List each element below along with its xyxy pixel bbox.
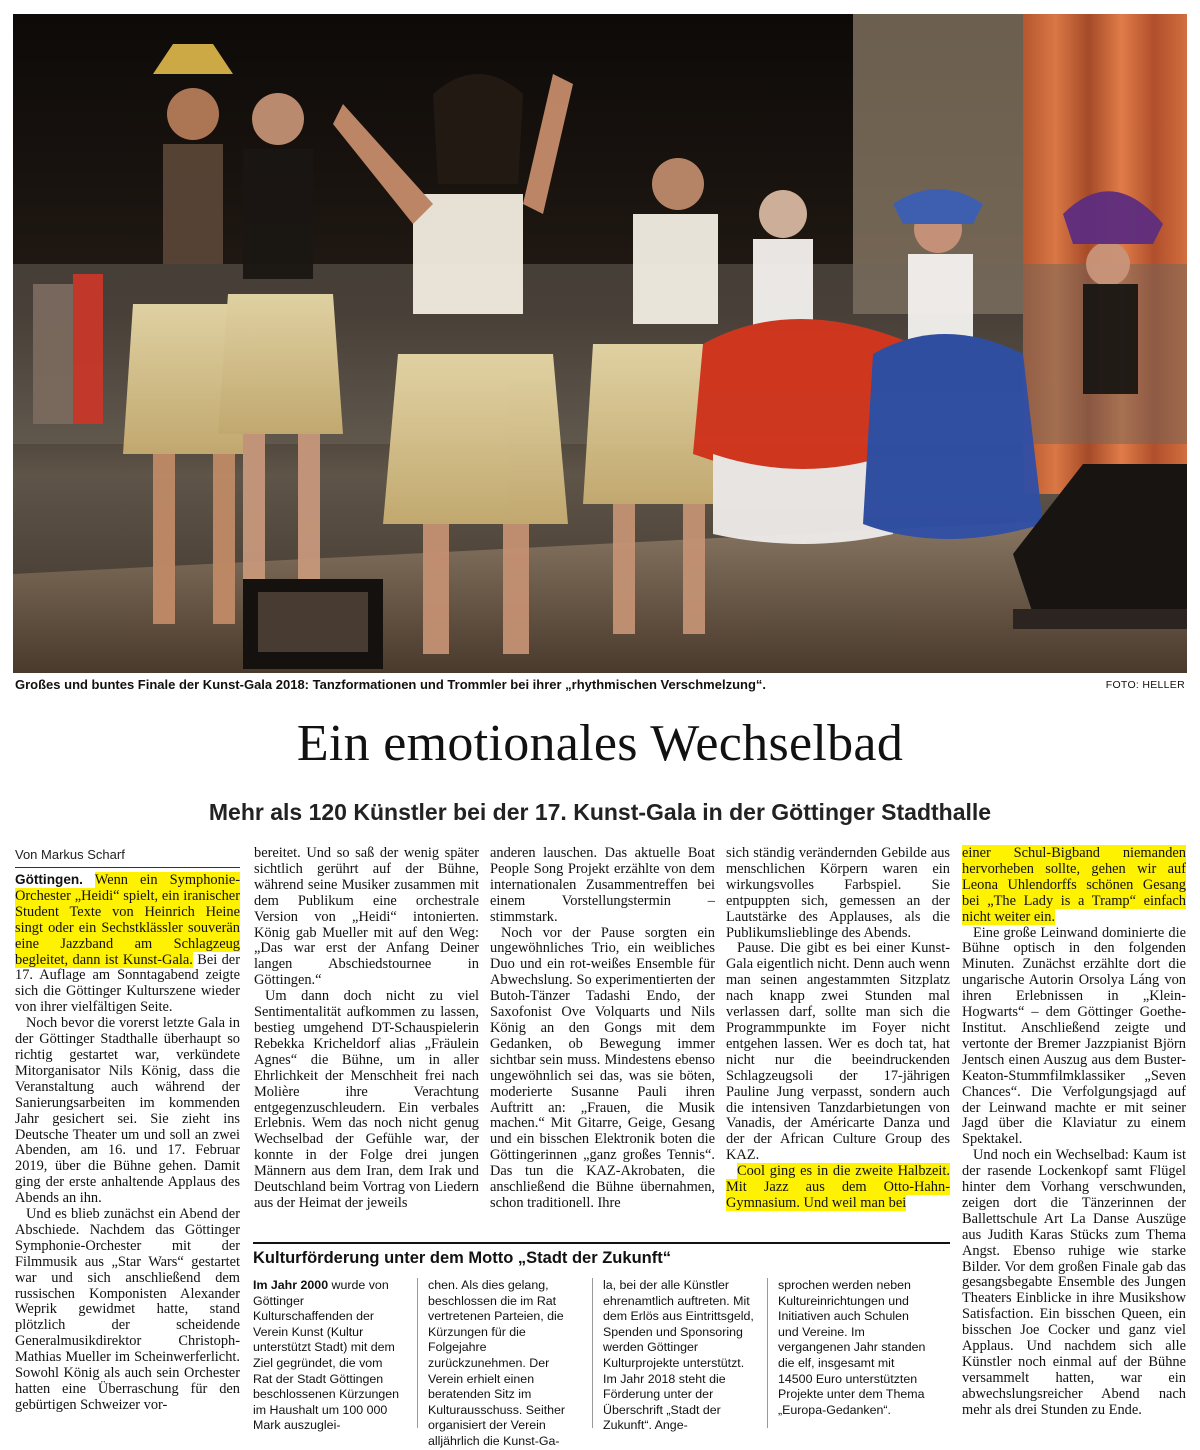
column-divider [592,1278,593,1428]
info-box-columns [253,1278,950,1448]
lead-rest: Bei der 17. Auflage am Sonntagabend zeigte sich die Göttinger Kulturszene wieder von ihrer vielfältigen Seite. [15,951,240,1016]
article-column-3 [490,846,715,1212]
dateline: Göttingen. [15,872,83,887]
info-box-title: Kulturförderung unter dem Motto „Stadt der Zukunft“ [253,1249,671,1267]
headline: Ein emotionales Wechselbad [296,715,904,772]
info-box [253,1242,950,1448]
article-column-1 [15,846,240,1414]
column-divider [417,1278,418,1428]
article-column-5 [962,846,1186,1419]
subheadline: Mehr als 120 Künstler bei der 17. Kunst-Gala in der Göttinger Stadthalle [208,799,992,825]
paragraph: Eine große Leinwand dominierte die Bühne optisch in den folgenden Minuten. Zunächst erzählte dort die ungarische Autorin Orsolya Láng von ihren Erlebnissen in „Klein-Hogwarts“ – dem Göttinger Goethe-Institut. Anschließend zeigte und vertonte der Bremer Jazzpianist Björn Jentsch einen Auszug aus dem Buster-Keaton-Stummfilmklassiker „Seven Chances“. Die Verfolgungsjagd auf der Leinwand machte er mit seiner Jagd über die Klaviatur zu einem Spektakel. [962,924,1186,1148]
info-box-column-1 [253,1278,405,1434]
paragraph: sich ständig verändernden Gebilde aus menschlichen Körpern waren ein wirkungsvolles Farbspiel. Sie entpuppten sich, gemessen an der Lautstärke des Applauses, als die Publikumslieblinge des Abends. [726,845,950,941]
paragraph: Noch vor der Pause sorgten ein ungewöhnliches Trio, ein weibliches Duo und ein rot-weißes Ensemble für Abwechslung. So experimentierten der Butoh-Tänzer Tadashi Endo, der Saxofonist Ove Volquarts und Nils König an den Gongs mit dem Gedanken, ob Bewegung immer sichtbar sein muss. Mindestens ebenso ungewöhnlich sei das, was sie böten, moderierte Susanne Pauli ihren Auftritt an: „Frauen, die Musik machen.“ Mit Gitarre, Geige, Gesang und ein bisschen Elektronik boten die Göttingerinnen „ganz großes Tennis“. Das tun die KAZ-Akrobaten, die anschließend die Bühne übernahmen, schon traditionell. Ihre [490,924,715,1211]
lead-paragraph [15,872,240,1016]
column-divider [767,1278,768,1428]
paragraph: anderen lauschen. Das aktuelle Boat People Song Projekt erzählte von dem internationalen Zusammentreffen bei einem Vorstellungstermin – stimmstark. [490,845,715,925]
highlighted-paragraph [962,846,1186,926]
highlighted-paragraph [726,1164,950,1212]
info-box-rule [253,1242,950,1244]
lead-highlight: Wenn ein Symphonie-Orchester „Heidi“ spielt, ein iranischer Student Texte von Heinrich Heine singt oder ein Sechstklässler souverän eine Jazzband am Schlagzeug begleitet, dann ist Kunst-Gala. [15,872,240,968]
paragraph: Und es blieb zunächst ein Abend der Abschiede. Nachdem das Göttinger Symphonie-Orchester mit der Filmmusik aus „Star Wars“ gestartet war und sich anschließend dem russischen Komponisten Alexander Weprik gewidmet hatte, stand plötzlich der scheidende Generalmusikdirektor Christoph-Mathias Mueller im Scheinwerferlicht. Sowohl König als auch sein Orchester hatten eine Überraschung für den gebürtigen Schweizer vor- [15,1206,240,1413]
byline: Von Markus Scharf [15,846,240,868]
info-box-lead: Im Jahr 2000 [253,1278,329,1292]
info-box-column-3: la, bei der alle Künstler ehrenamtlich auftreten. Mit dem Erlös aus Eintrittsgeld, Spenden und Sponsoring werden Göttinger Kulturprojekte unterstützt. Im Jahr 2018 steht die Förderung unter der Überschrift „Stadt der Zukunft“. Ange- [603,1278,754,1433]
photo-caption: Großes und buntes Finale der Kunst-Gala 2018: Tanzformationen und Trommler bei ihrer „rhythmischen Verschmelzung“. [15,677,767,692]
highlight-text: Cool ging es in die zweite Halbzeit. Mit Jazz aus dem Otto-Hahn-Gymnasium. Und weil man bei [726,1163,950,1211]
info-box-column-2: chen. Als dies gelang, beschlossen die im Rat vertretenen Parteien, die Kürzungen für die Folgejahre zurückzunehmen. Der Verein erhielt einen beratenden Sitz im Kulturausschuss. Seither organisiert der Verein alljährlich die Kunst-Ga- [428,1278,566,1448]
paragraph: Pause. Die gibt es bei einer Kunst-Gala eigentlich nicht. Denn auch wenn man seinen angestammten Sitzplatz nach knapp zwei Stunden mal verlassen darf, sollte man sich die Programmpunkte im Foyer nicht entgehen lassen. Wer es doch tat, hat nicht nur die beeindruckenden Schlagzeugsoli der 17-jährigen Pauline Jung verpasst, sondern auch die intensiven Tanzdarbietungen von Vanadis, der Américarte Danza und der der African Culture Group des KAZ. [726,940,950,1164]
info-box-column-4: sprochen werden neben Kultureinrichtungen und Initiativen auch Schulen und Vereine. Im vergangenen Jahr standen die elf, insgesamt mit 14500 Euro unterstützten Projekte unter dem Thema „Europa-Gedanken“. [778,1278,926,1417]
stage-photo-illustration [13,14,1187,673]
stage-photo [13,14,1187,673]
photo-caption-row [13,677,1187,695]
paragraph: Noch bevor die vorerst letzte Gala in der Göttinger Stadthalle überhaupt so richtig gestartet war, verkündete Mitorganisator Nils König, dass die Veranstaltung auch während der Sanierungsarbeiten im kommenden Jahr gesichert sei. Sie zieht ins Deutsche Theater um und soll an zwei Abenden, am 16. und 17. Februar 2019, über die Bühne gehen. Damit ging der erste anhaltende Applaus des Abends an ihn. [15,1015,240,1207]
photo-credit: FOTO: HELLER [1105,679,1185,691]
paragraph: bereitet. Und so saß der wenig später sichtlich gerührt auf der Bühne, während seine Musiker zusammen mit dem Publikum eine orchestrale Version von „Heidi“ intonierten. König gab Mueller mit auf den Weg: „Das war erst der Anfang Deiner langen Abschiedstournee in Göttingen.“ [254,845,479,989]
paragraph: Um dann doch nicht zu viel Sentimentalität aufkommen zu lassen, bestieg umgehend DT-Schauspielerin Rebekka Kricheldorf alias „Fräulein Agnes“ die Bühne, um in aller Ehrlichkeit der Menschheit frei nach Molière ihre Verachtung entgegenzuschleudern. Ein verbales Erlebnis. Wem das noch nicht genug Wechselbad der Gefühle war, der konnte in der Folge drei jungen Männern aus dem Iran, dem Irak und Deutschland beim Vortrag von Liedern aus der Heimat der jeweils [254,988,479,1211]
highlight-text: einer Schul-Bigband niemanden hervorheben sollte, gehen wir auf Leona Uhlendorffs schönen Gesang bei „The Lady is a Tramp“ einfach nicht weiter ein. [962,845,1186,925]
paragraph: Und noch ein Wechselbad: Kaum ist der rasende Lockenkopf samt Flügel hinter dem Vorhang verschwunden, zeigen dort die Tänzerinnen der Ballettschule Art La Danse Auszüge aus Judith Karas Stücks zum Thema Angst. Ebenso ruhige wie starke Bilder. Vor dem großen Finale gab das gesangsbegabte Ensemble des Jungen Theaters Einblicke in ihre Musikshow Satisfaction. Ein bisschen Queen, ein bisschen Joe Cocker und ganz viel Applaus. Und nachdem sich alle Künstler noch einmal auf der Bühne versammelt hatten, war ein abwechslungsreicher Abend nach mehr als drei Stunden zu Ende. [962,1147,1186,1418]
article-column-4 [726,846,950,1212]
article-column-2 [254,846,479,1212]
info-box-text: wurde von Göttinger Kulturschaffenden der Verein Kunst (Kultur unterstützt Stadt) mit dem Ziel gegründet, die vom Rat der Stadt Göttingen beschlossenen Kürzungen im Haushalt um 100 000 Mark auszuglei- [253,1278,400,1433]
